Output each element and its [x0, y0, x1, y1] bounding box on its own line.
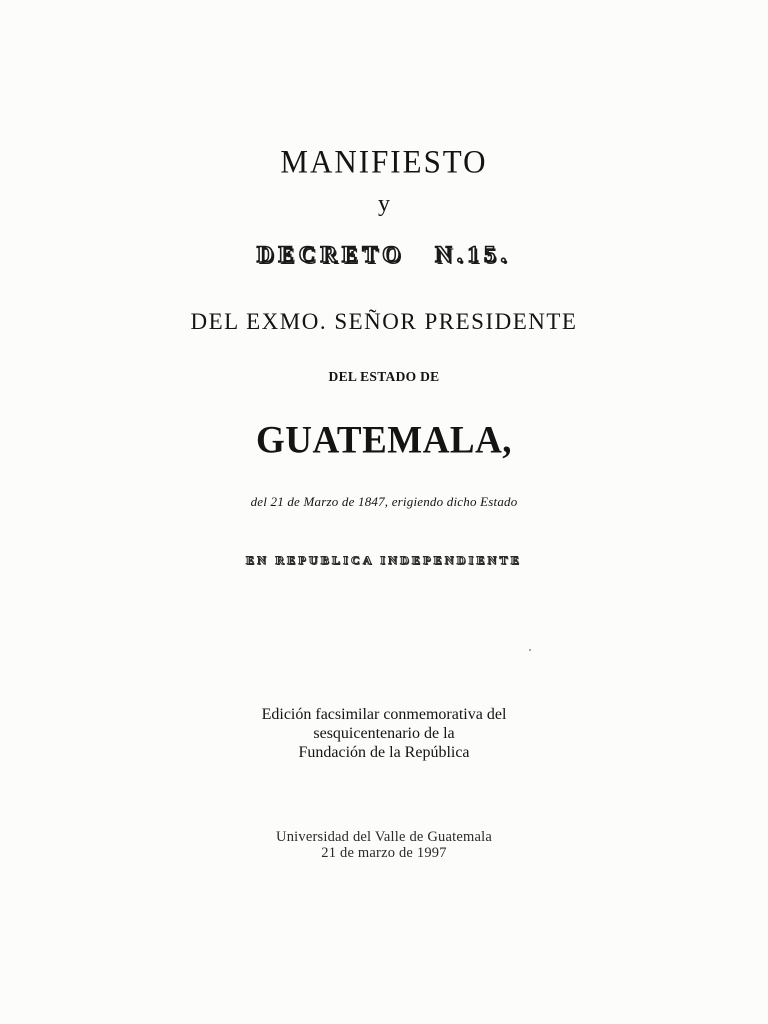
publisher-date: 21 de marzo de 1997	[321, 845, 447, 861]
title-decreto	[0, 238, 768, 272]
publisher-name: Universidad del Valle de Guatemala	[276, 829, 492, 845]
paper-speck	[529, 649, 531, 651]
edition-line: Fundación de la República	[298, 744, 470, 761]
title-manifiesto: MANIFIESTO	[280, 143, 488, 180]
publisher-block	[0, 829, 768, 861]
title-date-line: del 21 de Marzo de 1847, erigiendo dicho Estado	[250, 494, 518, 509]
title-conjunction: y	[378, 191, 390, 217]
edition-line: Edición facsimilar conmemorativa del	[261, 706, 507, 723]
title-republica: EN REPUBLICA INDEPENDIENTE	[246, 553, 522, 567]
decree-number: N.15.	[435, 242, 512, 267]
title-estado: DEL ESTADO DE	[328, 369, 440, 384]
edition-line: sesquicentenario de la	[313, 725, 455, 742]
title-guatemala: GUATEMALA,	[255, 418, 513, 462]
decree-word: DECRETO	[256, 242, 406, 267]
title-presidente: DEL EXMO. SEÑOR PRESIDENTE	[190, 309, 578, 334]
edition-note	[0, 705, 768, 762]
